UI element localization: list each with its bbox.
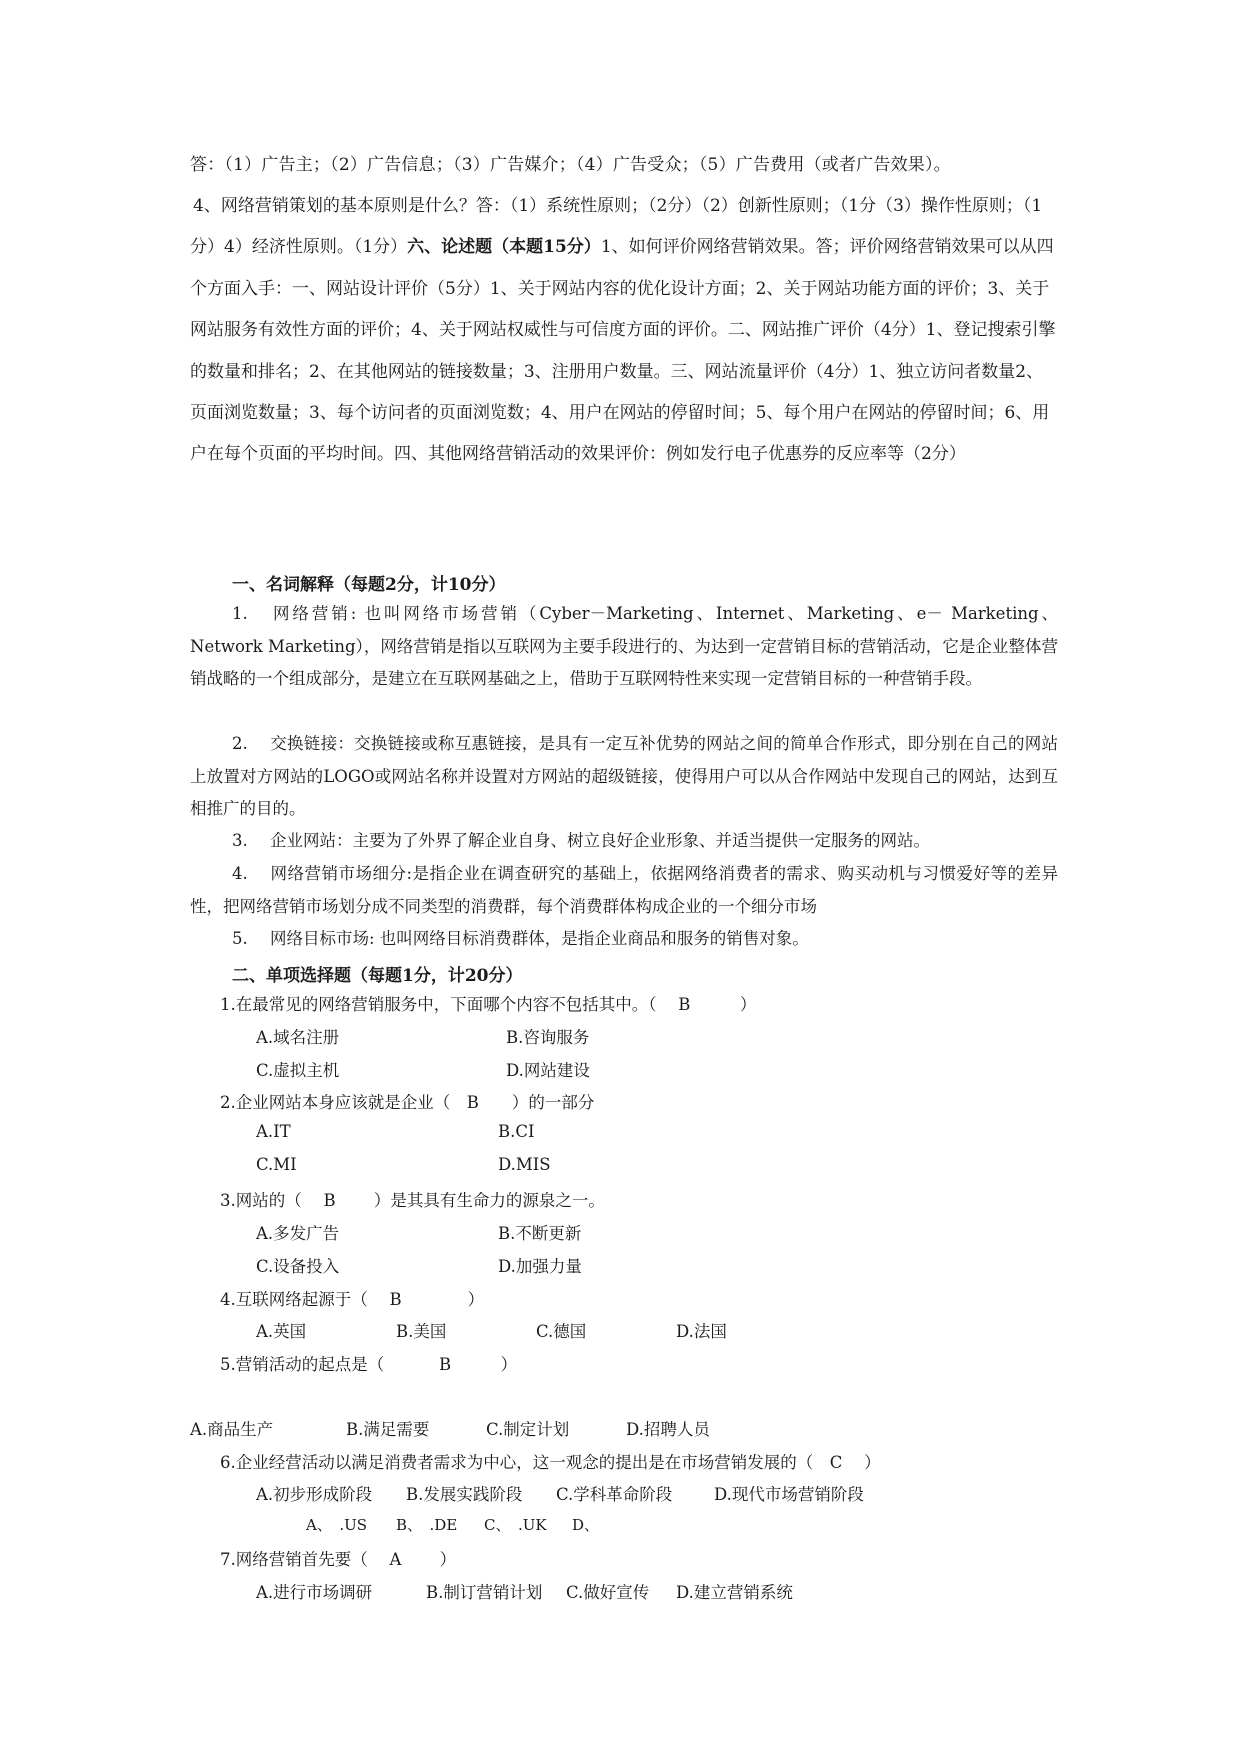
question-2-option-a: A.IT (256, 1122, 291, 1141)
definition-item-5 (190, 923, 1058, 956)
question-5-option-a: A.商品生产 (190, 1420, 274, 1439)
question-7-stem: 7.网络营销首先要（ A ） (220, 1550, 457, 1569)
question-1-option-b: B.咨询服务 (506, 1028, 590, 1047)
section6-heading: 六、论述题（本题15分） (407, 237, 601, 258)
question-5-option-d: D.招聘人员 (626, 1420, 710, 1439)
question-1-option-d: D.网站建设 (506, 1061, 590, 1080)
definition-item-2 (190, 728, 1058, 826)
definition-item-3 (190, 825, 1058, 858)
question-2-stem: 2.企业网站本身应该就是企业（ B ）的一部分 (220, 1093, 595, 1112)
definition-text: 网络营销市场细分:是指企业在调查研究的基础上，依据网络消费者的需求、购买动机与习惯爱好等的差异性，把网络营销市场划分成不同类型的消费群，每个消费群体构成企业的一个细分市场 (190, 864, 1058, 916)
question-1-option-c: C.虚拟主机 (256, 1061, 340, 1080)
question-6-option-b: B.发展实践阶段 (406, 1485, 523, 1504)
stray-option-d: D、 (572, 1516, 600, 1534)
definition-text: 网络目标市场: 也叫网络目标消费群体，是指企业商品和服务的销售对象。 (270, 929, 809, 948)
definition-text: 交换链接：交换链接或称互惠链接，是具有一定互补优势的网站之间的简单合作形式，即分别在自己的网站上放置对方网站的LOGO或网站名称并设置对方网站的超级链接，使得用户可以从合作网站中发现自己的网站，达到互相推广的目的。 (190, 734, 1058, 818)
question-2-option-d: D.MIS (498, 1155, 551, 1174)
definition-text: 企业网站：主要为了外界了解企业自身、树立良好企业形象、并适当提供一定服务的网站。 (270, 831, 930, 850)
question-7-option-d: D.建立营销系统 (676, 1583, 793, 1602)
definition-item-1 (190, 598, 1058, 696)
question-6-option-c: C.学科革命阶段 (556, 1485, 673, 1504)
question-3-option-a: A.多发广告 (256, 1224, 340, 1243)
definition-text: 网络营销: 也叫网络市场营销（Cyber－Marketing、Internet、Marketing、e－ Marketing、Network Marketing），网络营销是指以互联网为主要手段进行的、为达到一定营销目标的营销活动，它是企业整体营销战略的一个组成部分，是建立在互联网基础之上，借助于互联网特性来实现一定营销目标的一种营销手段。 (190, 604, 1058, 688)
definition-number: 2. (232, 734, 248, 753)
question-5-option-b: B.满足需要 (346, 1420, 430, 1439)
question-1-option-a: A.域名注册 (256, 1028, 340, 1047)
q4-text: 4、网络营销策划的基本原则是什么？答：（1）系统性原则；（2分）（2）创新性原则；（1分（3）操作性原则；（1分）4）经济性原则。（1分） (190, 196, 1043, 258)
question-4-option-b: B.美国 (396, 1322, 447, 1341)
question-1-stem: 1.在最常见的网络营销服务中，下面哪个内容不包括其中。（ B ） (220, 995, 757, 1014)
question-4-option-a: A.英国 (256, 1322, 307, 1341)
stray-option-c: C、 .UK (484, 1516, 547, 1534)
definition-number: 4. (232, 864, 248, 883)
definition-number: 5. (232, 929, 248, 948)
answer-paragraph (190, 186, 1060, 476)
question-6-option-a: A.初步形成阶段 (256, 1485, 373, 1504)
question-7-option-b: B.制订营销计划 (426, 1583, 543, 1602)
question-4-option-c: C.德国 (536, 1322, 587, 1341)
definition-number: 1. (232, 604, 248, 623)
question-6-stem: 6.企业经营活动以满足消费者需求为中心，这一观念的提出是在市场营销发展的（ C ） (220, 1453, 881, 1472)
question-3-option-d: D.加强力量 (498, 1257, 582, 1276)
stray-option-b: B、 .DE (396, 1516, 458, 1534)
question-3-option-c: C.设备投入 (256, 1257, 340, 1276)
section6-text: 1、如何评价网络营销效果。答；评价网络营销效果可以从四个方面入手：一、网站设计评价（5分）1、关于网站内容的优化设计方面；2、关于网站功能方面的评价；3、关于网站服务有效性方面的评价；4、关于网站权威性与可信度方面的评价。二、网站推广评价（4分）1、登记搜索引擎的数量和排名；2、在其他网站的链接数量；3、注册用户数量。三、网站流量评价（4分）1、独立访问者数量2、页面浏览数量；3、每个访问者的页面浏览数；4、用户在网站的停留时间；5、每个用户在网站的停留时间；6、用户在每个页面的平均时间。四、其他网络营销活动的效果评价：例如发行电子优惠券的反应率等（2分） (190, 237, 1056, 465)
question-3-stem: 3.网站的（ B ）是其具有生命力的源泉之一。 (220, 1191, 605, 1210)
question-7-option-a: A.进行市场调研 (256, 1583, 373, 1602)
question-4-option-d: D.法国 (676, 1322, 727, 1341)
section2-heading: 二、单项选择题（每题1分，计20分） (232, 966, 523, 986)
question-3-option-b: B.不断更新 (498, 1224, 582, 1243)
question-2-option-b: B.CI (498, 1122, 535, 1141)
question-5-option-c: C.制定计划 (486, 1420, 570, 1439)
question-5-stem: 5.营销活动的起点是（ B ） (220, 1355, 518, 1374)
question-2-option-c: C.MI (256, 1155, 297, 1174)
answer-line-1: 答：（1）广告主；（2）广告信息；（3）广告媒介；（4）广告受众；（5）广告费用（或者广告效果）。 (190, 155, 951, 175)
section1-heading: 一、名词解释（每题2分，计10分） (232, 575, 506, 595)
question-6-option-d: D.现代市场营销阶段 (714, 1485, 864, 1504)
question-4-stem: 4.互联网络起源于（ B ） (220, 1290, 485, 1309)
definition-item-4 (190, 858, 1058, 923)
stray-option-a: A、 .US (306, 1516, 368, 1534)
question-7-option-c: C.做好宣传 (566, 1583, 650, 1602)
definition-number: 3. (232, 831, 248, 850)
